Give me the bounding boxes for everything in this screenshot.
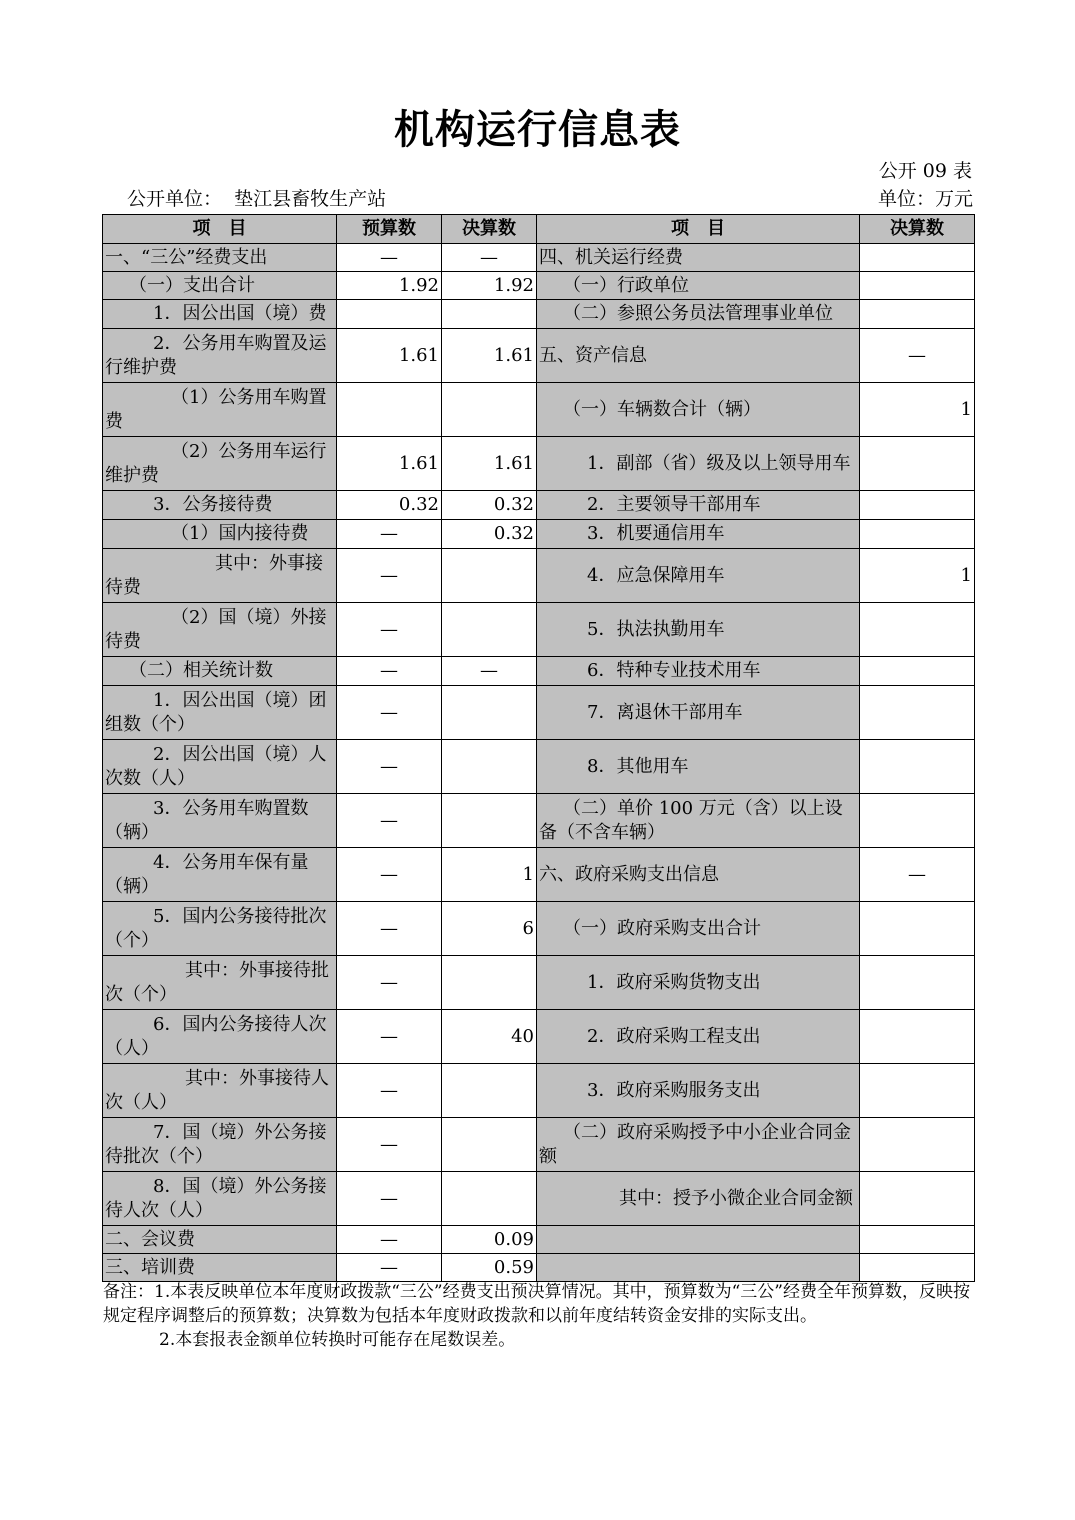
left-budget-value <box>337 300 442 329</box>
right-final-value <box>860 520 975 549</box>
table-header-row <box>103 215 975 244</box>
left-item-label: 3．公务接待费 <box>103 491 337 520</box>
left-budget-value: — <box>337 956 442 1010</box>
table-row <box>103 794 975 848</box>
right-final-value: 1 <box>860 549 975 603</box>
header-final: 决算数 <box>442 215 537 244</box>
header-budget: 预算数 <box>337 215 442 244</box>
table-row <box>103 902 975 956</box>
right-final-value <box>860 1172 975 1226</box>
right-item-label: （一）政府采购支出合计 <box>537 902 860 956</box>
right-item-label: （一）车辆数合计（辆） <box>537 383 860 437</box>
left-budget-value: — <box>337 1064 442 1118</box>
left-budget-value: — <box>337 1118 442 1172</box>
left-item-label: 二、会议费 <box>103 1226 337 1254</box>
table-row <box>103 383 975 437</box>
right-item-label: 五、资产信息 <box>537 329 860 383</box>
left-final-value: 1 <box>442 848 537 902</box>
left-item-label: 其中：外事接待批次（个） <box>103 956 337 1010</box>
right-final-value: — <box>860 329 975 383</box>
left-item-label: 2．因公出国（境）人次数（人） <box>103 740 337 794</box>
right-item-label: 7．离退休干部用车 <box>537 686 860 740</box>
left-item-label: 一、“三公”经费支出 <box>103 244 337 272</box>
table-row <box>103 1254 975 1282</box>
org-name: 垫江县畜牧生产站 <box>234 188 387 210</box>
right-item-label: 5．执法执勤用车 <box>537 603 860 657</box>
right-final-value <box>860 902 975 956</box>
left-budget-value: 1.61 <box>337 437 442 491</box>
right-final-value <box>860 603 975 657</box>
left-item-label: 1．因公出国（境）团组数（个） <box>103 686 337 740</box>
table-row <box>103 1064 975 1118</box>
table-row <box>103 244 975 272</box>
left-item-label: 2．公务用车购置及运行维护费 <box>103 329 337 383</box>
left-final-value: 1.92 <box>442 272 537 300</box>
table-row <box>103 686 975 740</box>
table-row <box>103 1010 975 1064</box>
table-row <box>103 657 975 686</box>
left-final-value <box>442 603 537 657</box>
note-2: 2.本套报表金额单位转换时可能存在尾数误差。 <box>159 1330 516 1350</box>
right-item-label <box>537 1254 860 1282</box>
right-final-value <box>860 244 975 272</box>
right-final-value <box>860 491 975 520</box>
left-budget-value: — <box>337 1226 442 1254</box>
left-item-label: 6．国内公务接待人次（人） <box>103 1010 337 1064</box>
left-budget-value: — <box>337 794 442 848</box>
table-row <box>103 956 975 1010</box>
right-final-value: 1 <box>860 383 975 437</box>
left-final-value: 1.61 <box>442 437 537 491</box>
right-item-label: （二）单价 100 万元（含）以上设备（不含车辆） <box>537 794 860 848</box>
right-final-value: — <box>860 848 975 902</box>
left-budget-value: — <box>337 657 442 686</box>
left-item-label: 三、培训费 <box>103 1254 337 1282</box>
left-budget-value: — <box>337 902 442 956</box>
left-final-value: 0.09 <box>442 1226 537 1254</box>
left-final-value <box>442 686 537 740</box>
right-item-label: 8．其他用车 <box>537 740 860 794</box>
left-final-value <box>442 956 537 1010</box>
page-title: 机构运行信息表 <box>394 106 681 153</box>
right-final-value <box>860 794 975 848</box>
unit-label: 单位：万元 <box>877 188 973 210</box>
left-item-label: 5．国内公务接待批次（个） <box>103 902 337 956</box>
left-final-value: 1.61 <box>442 329 537 383</box>
left-item-label: （2）公务用车运行维护费 <box>103 437 337 491</box>
right-final-value <box>860 686 975 740</box>
left-final-value: 0.32 <box>442 520 537 549</box>
left-item-label: （二）相关统计数 <box>103 657 337 686</box>
right-final-value <box>860 300 975 329</box>
table-row <box>103 1172 975 1226</box>
right-final-value <box>860 1064 975 1118</box>
table-row <box>103 300 975 329</box>
right-final-value <box>860 272 975 300</box>
table-row <box>103 549 975 603</box>
left-item-label: （1）公务用车购置费 <box>103 383 337 437</box>
right-final-value <box>860 1254 975 1282</box>
left-item-label: 1．因公出国（境）费 <box>103 300 337 329</box>
info-table <box>102 214 975 1282</box>
right-item-label: 2．政府采购工程支出 <box>537 1010 860 1064</box>
left-budget-value: — <box>337 520 442 549</box>
right-final-value <box>860 956 975 1010</box>
left-final-value <box>442 300 537 329</box>
left-item-label: 7．国（境）外公务接待批次（个） <box>103 1118 337 1172</box>
right-item-label: 四、机关运行经费 <box>537 244 860 272</box>
right-item-label: 1．副部（省）级及以上领导用车 <box>537 437 860 491</box>
left-budget-value: — <box>337 1254 442 1282</box>
right-item-label: 6．特种专业技术用车 <box>537 657 860 686</box>
left-final-value: 40 <box>442 1010 537 1064</box>
table-row <box>103 848 975 902</box>
left-item-label: （一）支出合计 <box>103 272 337 300</box>
left-budget-value: — <box>337 1010 442 1064</box>
left-final-value: — <box>442 244 537 272</box>
right-item-label: （一）行政单位 <box>537 272 860 300</box>
header-item-right: 项 目 <box>537 215 860 244</box>
left-item-label: 8．国（境）外公务接待人次（人） <box>103 1172 337 1226</box>
table-row <box>103 437 975 491</box>
left-final-value <box>442 1172 537 1226</box>
right-item-label: 3．机要通信用车 <box>537 520 860 549</box>
left-item-label: 4．公务用车保有量（辆） <box>103 848 337 902</box>
right-item-label: 1．政府采购货物支出 <box>537 956 860 1010</box>
left-budget-value: 1.92 <box>337 272 442 300</box>
right-final-value <box>860 437 975 491</box>
left-budget-value: — <box>337 740 442 794</box>
header-item-left: 项 目 <box>103 215 337 244</box>
left-final-value <box>442 1118 537 1172</box>
table-row <box>103 740 975 794</box>
left-budget-value: 1.61 <box>337 329 442 383</box>
notes <box>103 1280 973 1352</box>
left-budget-value <box>337 383 442 437</box>
right-final-value <box>860 740 975 794</box>
left-final-value: 6 <box>442 902 537 956</box>
left-item-label: 3．公务用车购置数（辆） <box>103 794 337 848</box>
left-final-value: — <box>442 657 537 686</box>
table-row <box>103 603 975 657</box>
right-item-label: （二）参照公务员法管理事业单位 <box>537 300 860 329</box>
org-info <box>127 186 386 212</box>
right-final-value <box>860 1226 975 1254</box>
left-item-label: （2）国（境）外接待费 <box>103 603 337 657</box>
right-item-label: 其中：授予小微企业合同金额 <box>537 1172 860 1226</box>
table-row <box>103 1226 975 1254</box>
left-final-value <box>442 794 537 848</box>
left-final-value <box>442 549 537 603</box>
left-item-label: 其中：外事接待人次（人） <box>103 1064 337 1118</box>
left-final-value: 0.59 <box>442 1254 537 1282</box>
header-final-right: 决算数 <box>860 215 975 244</box>
left-budget-value: 0.32 <box>337 491 442 520</box>
right-item-label: 2．主要领导干部用车 <box>537 491 860 520</box>
left-budget-value: — <box>337 1172 442 1226</box>
right-item-label: 4．应急保障用车 <box>537 549 860 603</box>
left-final-value: 0.32 <box>442 491 537 520</box>
table-row <box>103 329 975 383</box>
left-item-label: 其中：外事接待费 <box>103 549 337 603</box>
table-row <box>103 1118 975 1172</box>
left-final-value <box>442 1064 537 1118</box>
left-budget-value: — <box>337 603 442 657</box>
right-final-value <box>860 1118 975 1172</box>
left-item-label: （1）国内接待费 <box>103 520 337 549</box>
right-item-label <box>537 1226 860 1254</box>
note-1: 备注：1.本表反映单位本年度财政拨款“三公”经费支出预决算情况。其中，预算数为“三公”经费全年预算数，反映按规定程序调整后的预算数；决算数为包括本年度财政拨款和以前年度结转资金安排的实际支出。 <box>103 1282 970 1326</box>
right-item-label: 六、政府采购支出信息 <box>537 848 860 902</box>
org-label: 公开单位： <box>127 188 223 210</box>
form-number: 公开 09 表 <box>878 160 972 182</box>
header-info-line <box>103 186 973 212</box>
left-budget-value: — <box>337 848 442 902</box>
left-final-value <box>442 383 537 437</box>
right-final-value <box>860 1010 975 1064</box>
table-row <box>103 520 975 549</box>
table-row <box>103 272 975 300</box>
left-budget-value: — <box>337 549 442 603</box>
right-item-label: 3．政府采购服务支出 <box>537 1064 860 1118</box>
table-row <box>103 491 975 520</box>
left-budget-value: — <box>337 244 442 272</box>
right-final-value <box>860 657 975 686</box>
left-final-value <box>442 740 537 794</box>
right-item-label: （二）政府采购授予中小企业合同金额 <box>537 1118 860 1172</box>
left-budget-value: — <box>337 686 442 740</box>
